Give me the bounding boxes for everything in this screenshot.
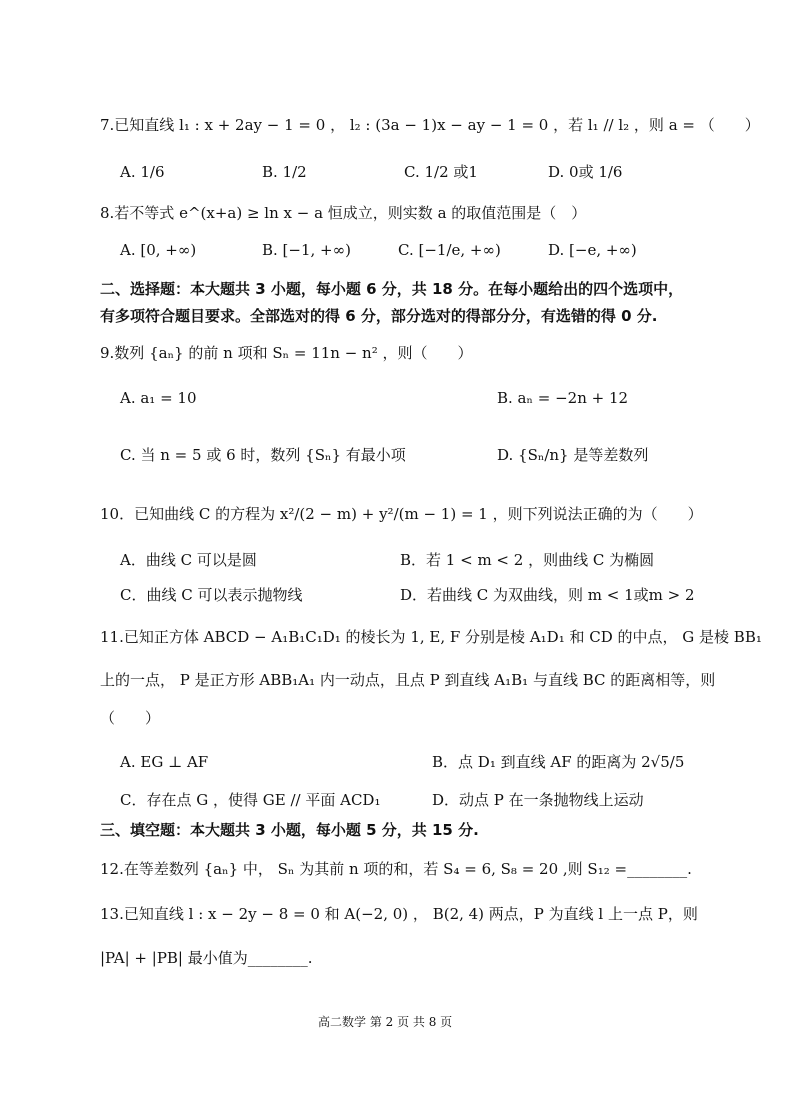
q13-stem-line1: 13.已知直线 l : x − 2y − 8 = 0 和 A(−2, 0) ， B(2, 4) 两点，P 为直线 l 上一点 P，则 — [100, 905, 698, 923]
q8-stem: 8.若不等式 e^(x+a) ≥ ln x − a 恒成立，则实数 a 的取值范围是（ ） — [100, 204, 587, 222]
q10-stem: 10．已知曲线 C 的方程为 x²/(2 − m) + y²/(m − 1) = 1 ，则下列说法正确的为（ ） — [100, 505, 703, 523]
section3-heading: 三、填空题：本大题共 3 小题，每小题 5 分，共 15 分. — [100, 821, 479, 839]
q10-option-c: C．曲线 C 可以表示抛物线 — [120, 586, 303, 604]
q7-option-c: C. 1/2 或1 — [404, 163, 478, 181]
q8-option-a: A. [0, +∞) — [120, 241, 197, 259]
q8-option-d: D. [−e, +∞) — [548, 241, 637, 259]
q9-stem: 9.数列 {aₙ} 的前 n 项和 Sₙ = 11n − n² ，则（ ） — [100, 344, 473, 362]
q13-stem-line2: |PA| + |PB| 最小值为________. — [100, 949, 313, 967]
q10-option-d: D．若曲线 C 为双曲线，则 m < 1或m > 2 — [400, 586, 695, 604]
q10-option-a: A．曲线 C 可以是圆 — [120, 551, 257, 569]
q9-option-b: B. aₙ = −2n + 12 — [497, 389, 629, 407]
q9-option-d: D. {Sₙ/n} 是等差数列 — [497, 446, 649, 464]
q9-option-c: C. 当 n = 5 或 6 时，数列 {Sₙ} 有最小项 — [120, 446, 406, 464]
q11-stem-line2: 上的一点， P 是正方形 ABB₁A₁ 内一动点，且点 P 到直线 A₁B₁ 与直线 BC 的距离相等，则 — [100, 671, 716, 689]
q8-option-c: C. [−1/e, +∞) — [398, 241, 501, 259]
q11-option-a: A. EG ⊥ AF — [120, 753, 209, 771]
q7-option-a: A. 1/6 — [120, 163, 165, 181]
q9-option-a: A. a₁ = 10 — [120, 389, 197, 407]
q7-option-b: B. 1/2 — [262, 163, 307, 181]
q10-option-b: B．若 1 < m < 2 ，则曲线 C 为椭圆 — [400, 551, 655, 569]
q11-option-d: D．动点 P 在一条抛物线上运动 — [432, 791, 644, 809]
q7-option-d: D. 0或 1/6 — [548, 163, 623, 181]
q11-stem-line1: 11.已知正方体 ABCD − A₁B₁C₁D₁ 的棱长为 1, E, F 分别是棱 A₁D₁ 和 CD 的中点， G 是棱 BB₁ — [100, 628, 762, 646]
section2-instructions: 有多项符合题目要求。全部选对的得 6 分，部分选对的得部分分，有选错的得 0 分. — [100, 307, 658, 325]
q11-option-c: C．存在点 G ，使得 GE // 平面 ACD₁ — [120, 791, 381, 809]
q11-stem-line3: （ ） — [100, 709, 161, 727]
q12-stem: 12.在等差数列 {aₙ} 中， Sₙ 为其前 n 项的和，若 S₄ = 6, S₈ = 20 ,则 S₁₂ =________. — [100, 860, 692, 878]
q11-option-b: B．点 D₁ 到直线 AF 的距离为 2√5/5 — [432, 753, 685, 771]
section2-heading: 二、选择题：本大题共 3 小题，每小题 6 分，共 18 分。在每小题给出的四个选项中， — [100, 280, 684, 298]
q8-option-b: B. [−1, +∞) — [262, 241, 351, 259]
page-footer: 高二数学 第 2 页 共 8 页 — [318, 1015, 453, 1029]
q7-stem: 7.已知直线 l₁ : x + 2ay − 1 = 0 ， l₂ : (3a − 1)x − ay − 1 = 0 ，若 l₁ // l₂ ，则 a = （ ） — [100, 116, 760, 134]
